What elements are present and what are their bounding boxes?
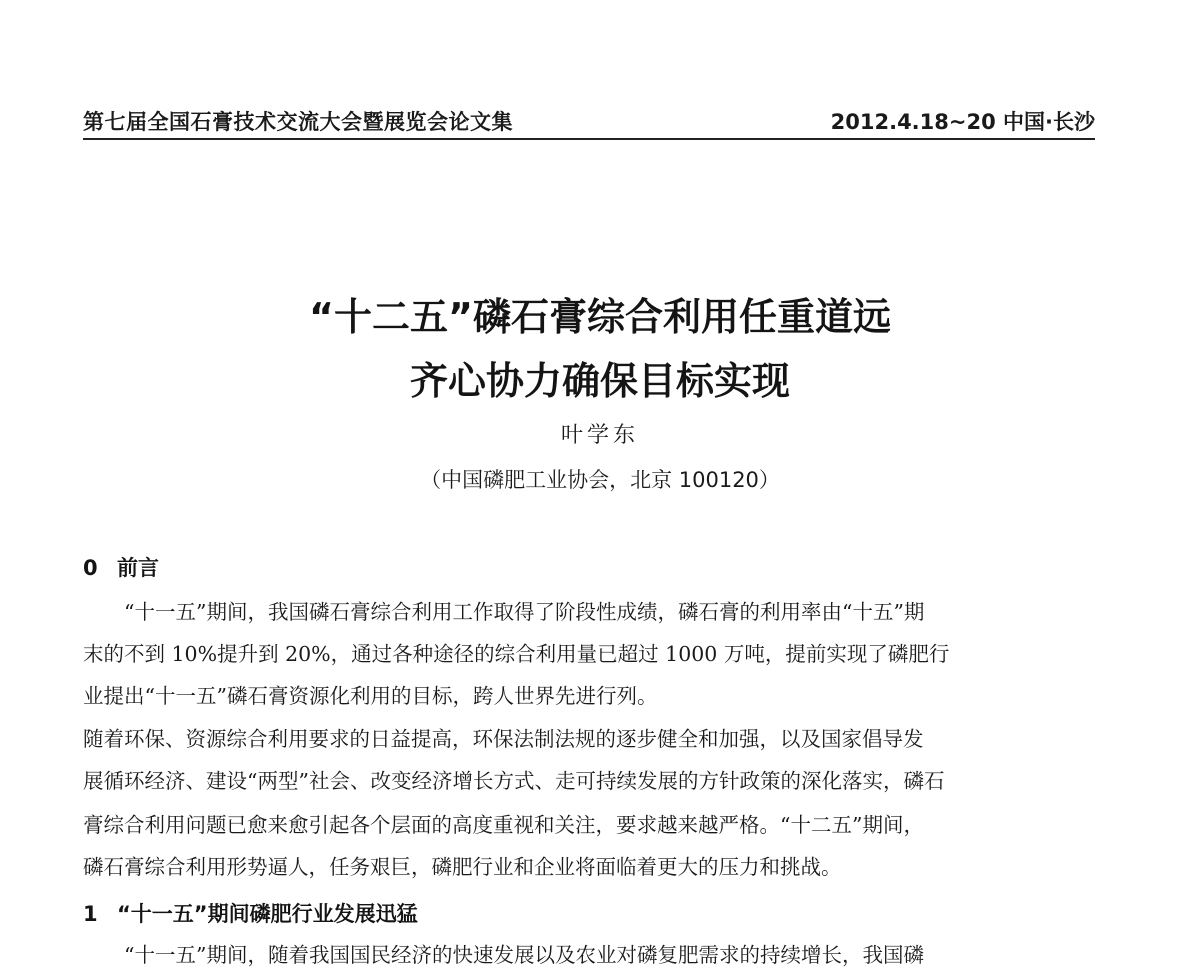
conference-date-location: 2012.4.18~20 中国·长沙	[830, 110, 1095, 134]
paragraph-line: 末的不到 10%提升到 20%，通过各种途径的综合利用量已超过 1000 万吨，提前实现了磷肥行	[83, 642, 950, 666]
paragraph-line: 随着环保、资源综合利用要求的日益提高，环保法制法规的逐步健全和加强，以及国家倡导发	[83, 727, 924, 751]
paragraph-line: 磷石膏综合利用形势逼人，任务艰巨，磷肥行业和企业将面临着更大的压力和挑战。	[83, 855, 842, 879]
paragraph-line: “十一五”期间，我国磷石膏综合利用工作取得了阶段性成绩，磷石膏的利用率由“十五”期	[124, 600, 925, 624]
section-heading-development	[83, 898, 418, 928]
section-title: 前言	[117, 556, 159, 580]
paragraph-line: 展循环经济、建设“两型”社会、改变经济增长方式、走可持续发展的方针政策的深化落实，磷石	[83, 769, 945, 793]
paragraph-line: 膏综合利用问题已愈来愈引起各个层面的高度重视和关注，要求越来越严格。“十二五”期间，	[83, 813, 924, 837]
paragraph-line: 业提出“十一五”磷石膏资源化利用的目标，跨人世界先进行列。	[83, 684, 658, 708]
proceedings-title: 第七届全国石膏技术交流大会暨展览会论文集	[83, 110, 513, 134]
paper-title-line-2: 齐心协力确保目标实现	[409, 359, 790, 403]
paper-title-line-1: “十二五”磷石膏综合利用任重道远	[309, 295, 891, 339]
paragraph-line: “十一五”期间，随着我国国民经济的快速发展以及农业对磷复肥需求的持续增长，我国磷	[124, 943, 924, 967]
section-heading-preface	[83, 552, 159, 582]
section-number: 0	[83, 556, 98, 580]
running-header	[83, 104, 1095, 140]
author-name: 叶学东	[560, 423, 639, 448]
section-number: 1	[83, 902, 98, 926]
section-title: “十一五”期间磷肥行业发展迅猛	[117, 902, 418, 926]
author-affiliation: （中国磷肥工业协会，北京 100120）	[420, 468, 780, 492]
